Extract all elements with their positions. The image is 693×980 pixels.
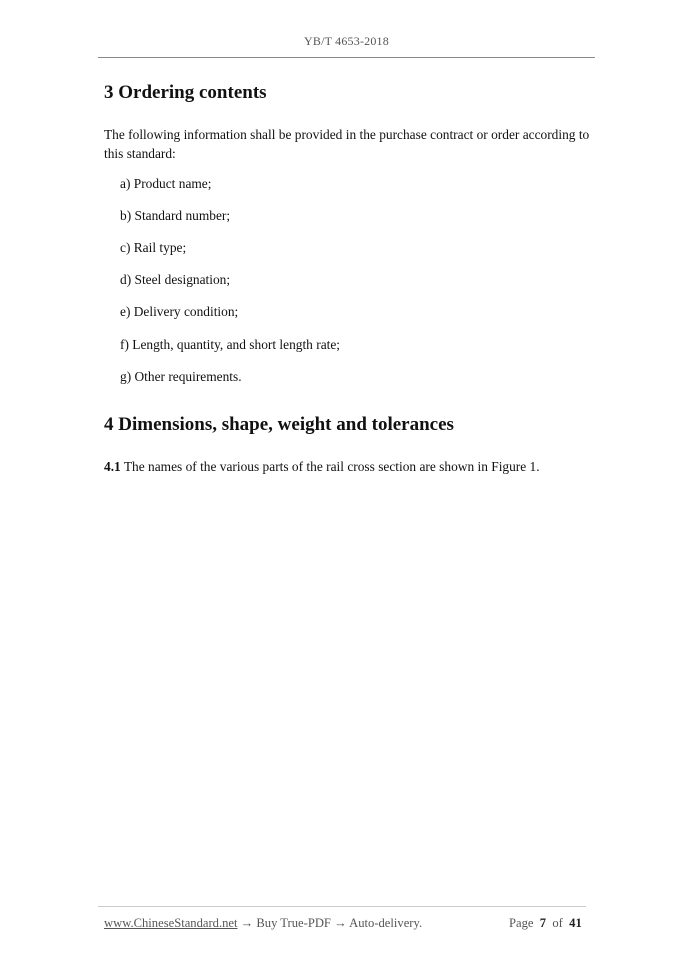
list-item: c) Rail type; <box>120 240 187 255</box>
footer-promo-text: → Buy True-PDF → Auto-delivery. <box>237 916 423 930</box>
footer-promo <box>104 916 422 931</box>
page-current: 7 <box>539 916 547 930</box>
clause-text: The names of the various parts of the rail cross section are shown in Figure 1. <box>120 459 540 474</box>
clause-number: 4.1 <box>104 459 121 474</box>
footer-divider <box>98 906 586 907</box>
section-4-heading: 4 Dimensions, shape, weight and tolerances <box>104 414 454 435</box>
page-total: 41 <box>569 916 582 930</box>
list-item: e) Delivery condition; <box>120 304 239 319</box>
list-item: d) Steel designation; <box>120 272 231 287</box>
section-3-heading: 3 Ordering contents <box>104 82 267 103</box>
header-divider <box>98 57 595 58</box>
section-3-intro: The following information shall be provided in the purchase contract or order according to this standard: <box>104 127 590 161</box>
list-item: f) Length, quantity, and short length rate; <box>120 337 341 352</box>
page-of: of <box>552 916 563 930</box>
page-indicator <box>509 916 582 931</box>
site-link[interactable]: www.ChineseStandard.net <box>104 916 238 930</box>
list-item: b) Standard number; <box>120 208 231 223</box>
list-item: g) Other requirements. <box>120 369 242 384</box>
page-label: Page <box>509 916 534 930</box>
list-item: a) Product name; <box>120 176 212 191</box>
clause-4-1 <box>104 457 594 476</box>
running-header: YB/T 4653-2018 <box>304 34 389 48</box>
